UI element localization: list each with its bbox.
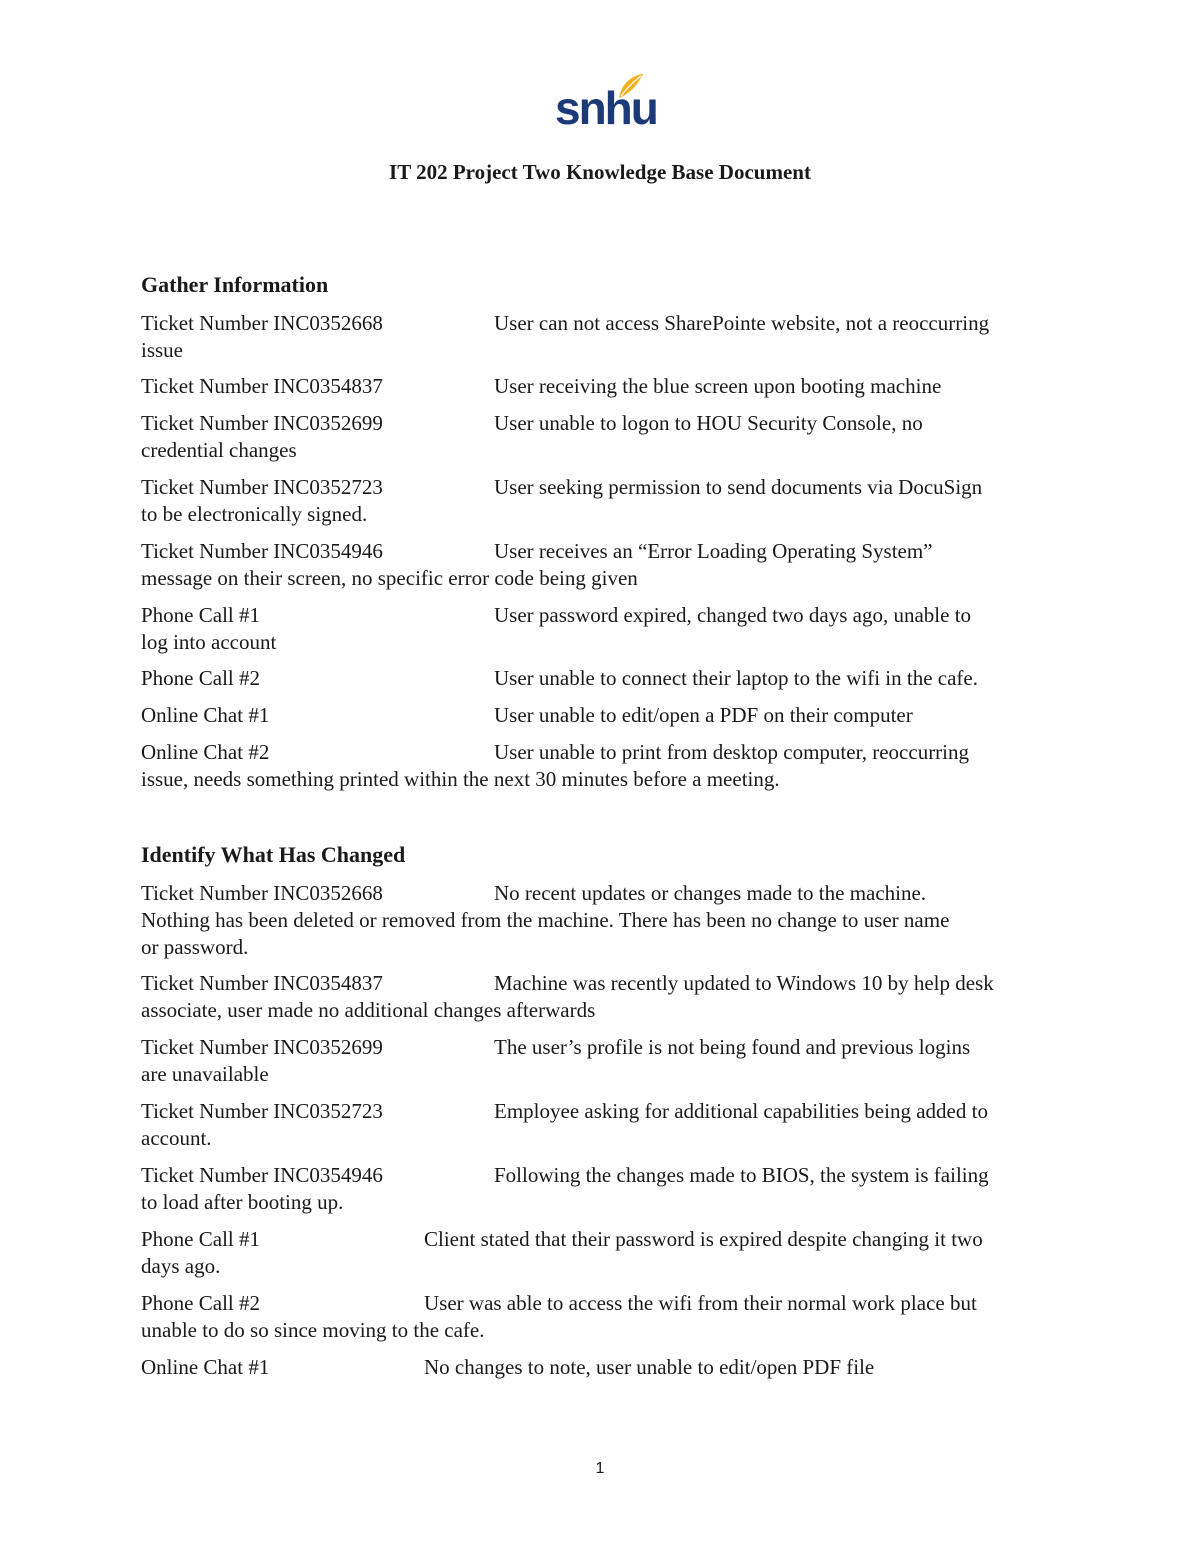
entry-label: Phone Call #2 (141, 666, 260, 690)
entry-continuation: credential changes (141, 438, 297, 462)
entry-label: Ticket Number INC0354837 (141, 374, 383, 398)
changed-entry (141, 1226, 1081, 1278)
entry-label: Ticket Number INC0352699 (141, 1035, 383, 1059)
snhu-logo (555, 72, 657, 134)
entry-label: Ticket Number INC0352668 (141, 881, 383, 905)
entry-continuation: issue (141, 338, 183, 362)
entry-description: Following the changes made to BIOS, the system is failing (494, 1163, 989, 1187)
entry-description: Machine was recently updated to Windows 10 by help desk (494, 971, 994, 995)
entry-description: User unable to print from desktop computer, reoccurring (494, 740, 970, 764)
entry-description: The user’s profile is not being found and previous logins (494, 1035, 971, 1059)
changed-entry (141, 970, 1081, 1022)
entry-label: Phone Call #1 (141, 1227, 260, 1251)
entry-description: User unable to connect their laptop to the wifi in the cafe. (494, 666, 978, 690)
entry-label: Ticket Number INC0352668 (141, 311, 383, 335)
entry-description: User unable to logon to HOU Security Console, no (494, 411, 923, 435)
changed-entry (141, 1162, 1081, 1214)
entry-label: Ticket Number INC0354946 (141, 539, 383, 563)
entry-description: User receiving the blue screen upon booting machine (494, 374, 942, 398)
entry-description: User unable to edit/open a PDF on their computer (494, 703, 913, 727)
changed-entry (141, 1354, 1081, 1381)
gather-entry (141, 538, 1081, 590)
entry-label: Ticket Number INC0352723 (141, 475, 383, 499)
entry-continuation: message on their screen, no specific error code being given (141, 566, 638, 590)
entry-label: Online Chat #1 (141, 703, 270, 727)
gather-entry (141, 739, 1081, 791)
document-title: IT 202 Project Two Knowledge Base Document (389, 160, 811, 184)
entry-label: Online Chat #2 (141, 740, 270, 764)
gather-entry (141, 474, 1081, 526)
gather-entry (141, 602, 1081, 654)
entry-continuation: account. (141, 1126, 212, 1150)
entry-description: User was able to access the wifi from their normal work place but (424, 1291, 977, 1315)
entry-description: User can not access SharePointe website, not a reoccurring (494, 311, 990, 335)
changed-entry (141, 880, 1081, 959)
entry-continuation: are unavailable (141, 1062, 269, 1086)
entry-description: No changes to note, user unable to edit/open PDF file (424, 1355, 875, 1379)
section-heading-gather-information: Gather Information (141, 272, 329, 297)
changed-entry (141, 1034, 1081, 1086)
entry-continuation: or password. (141, 935, 249, 959)
entry-description: User seeking permission to send documents via DocuSign (494, 475, 983, 499)
logo-wordmark: snhu (555, 82, 657, 134)
gather-entry (141, 665, 1081, 692)
entry-continuation: days ago. (141, 1254, 221, 1278)
gather-entry (141, 410, 1081, 462)
section-heading-identify-what-has-changed: Identify What Has Changed (141, 842, 406, 867)
entry-continuation: Nothing has been deleted or removed from the machine. There has been no change to user name (141, 908, 950, 932)
gather-entry (141, 373, 1081, 400)
entry-label: Ticket Number INC0352723 (141, 1099, 383, 1123)
gather-entry (141, 310, 1081, 362)
entry-description: User receives an “Error Loading Operating System” (494, 539, 933, 563)
entry-label: Ticket Number INC0352699 (141, 411, 383, 435)
entry-label: Online Chat #1 (141, 1355, 270, 1379)
changed-entry (141, 1098, 1081, 1150)
entry-continuation: unable to do so since moving to the cafe. (141, 1318, 485, 1342)
changed-entry (141, 1290, 1081, 1342)
entry-label: Ticket Number INC0354837 (141, 971, 383, 995)
page-number: 1 (595, 1460, 605, 1477)
entry-continuation: associate, user made no additional changes afterwards (141, 998, 596, 1022)
entry-label: Phone Call #2 (141, 1291, 260, 1315)
entry-description: Employee asking for additional capabilities being added to (494, 1099, 988, 1123)
entry-description: Client stated that their password is expired despite changing it two (424, 1227, 983, 1251)
entry-description: User password expired, changed two days ago, unable to (494, 603, 972, 627)
entry-continuation: to load after booting up. (141, 1190, 344, 1214)
entry-continuation: issue, needs something printed within the next 30 minutes before a meeting. (141, 767, 780, 791)
entry-label: Phone Call #1 (141, 603, 260, 627)
entry-label: Ticket Number INC0354946 (141, 1163, 383, 1187)
entry-continuation: log into account (141, 630, 277, 654)
entry-description: No recent updates or changes made to the machine. (494, 881, 927, 905)
gather-entry (141, 702, 1081, 729)
entry-continuation: to be electronically signed. (141, 502, 368, 526)
